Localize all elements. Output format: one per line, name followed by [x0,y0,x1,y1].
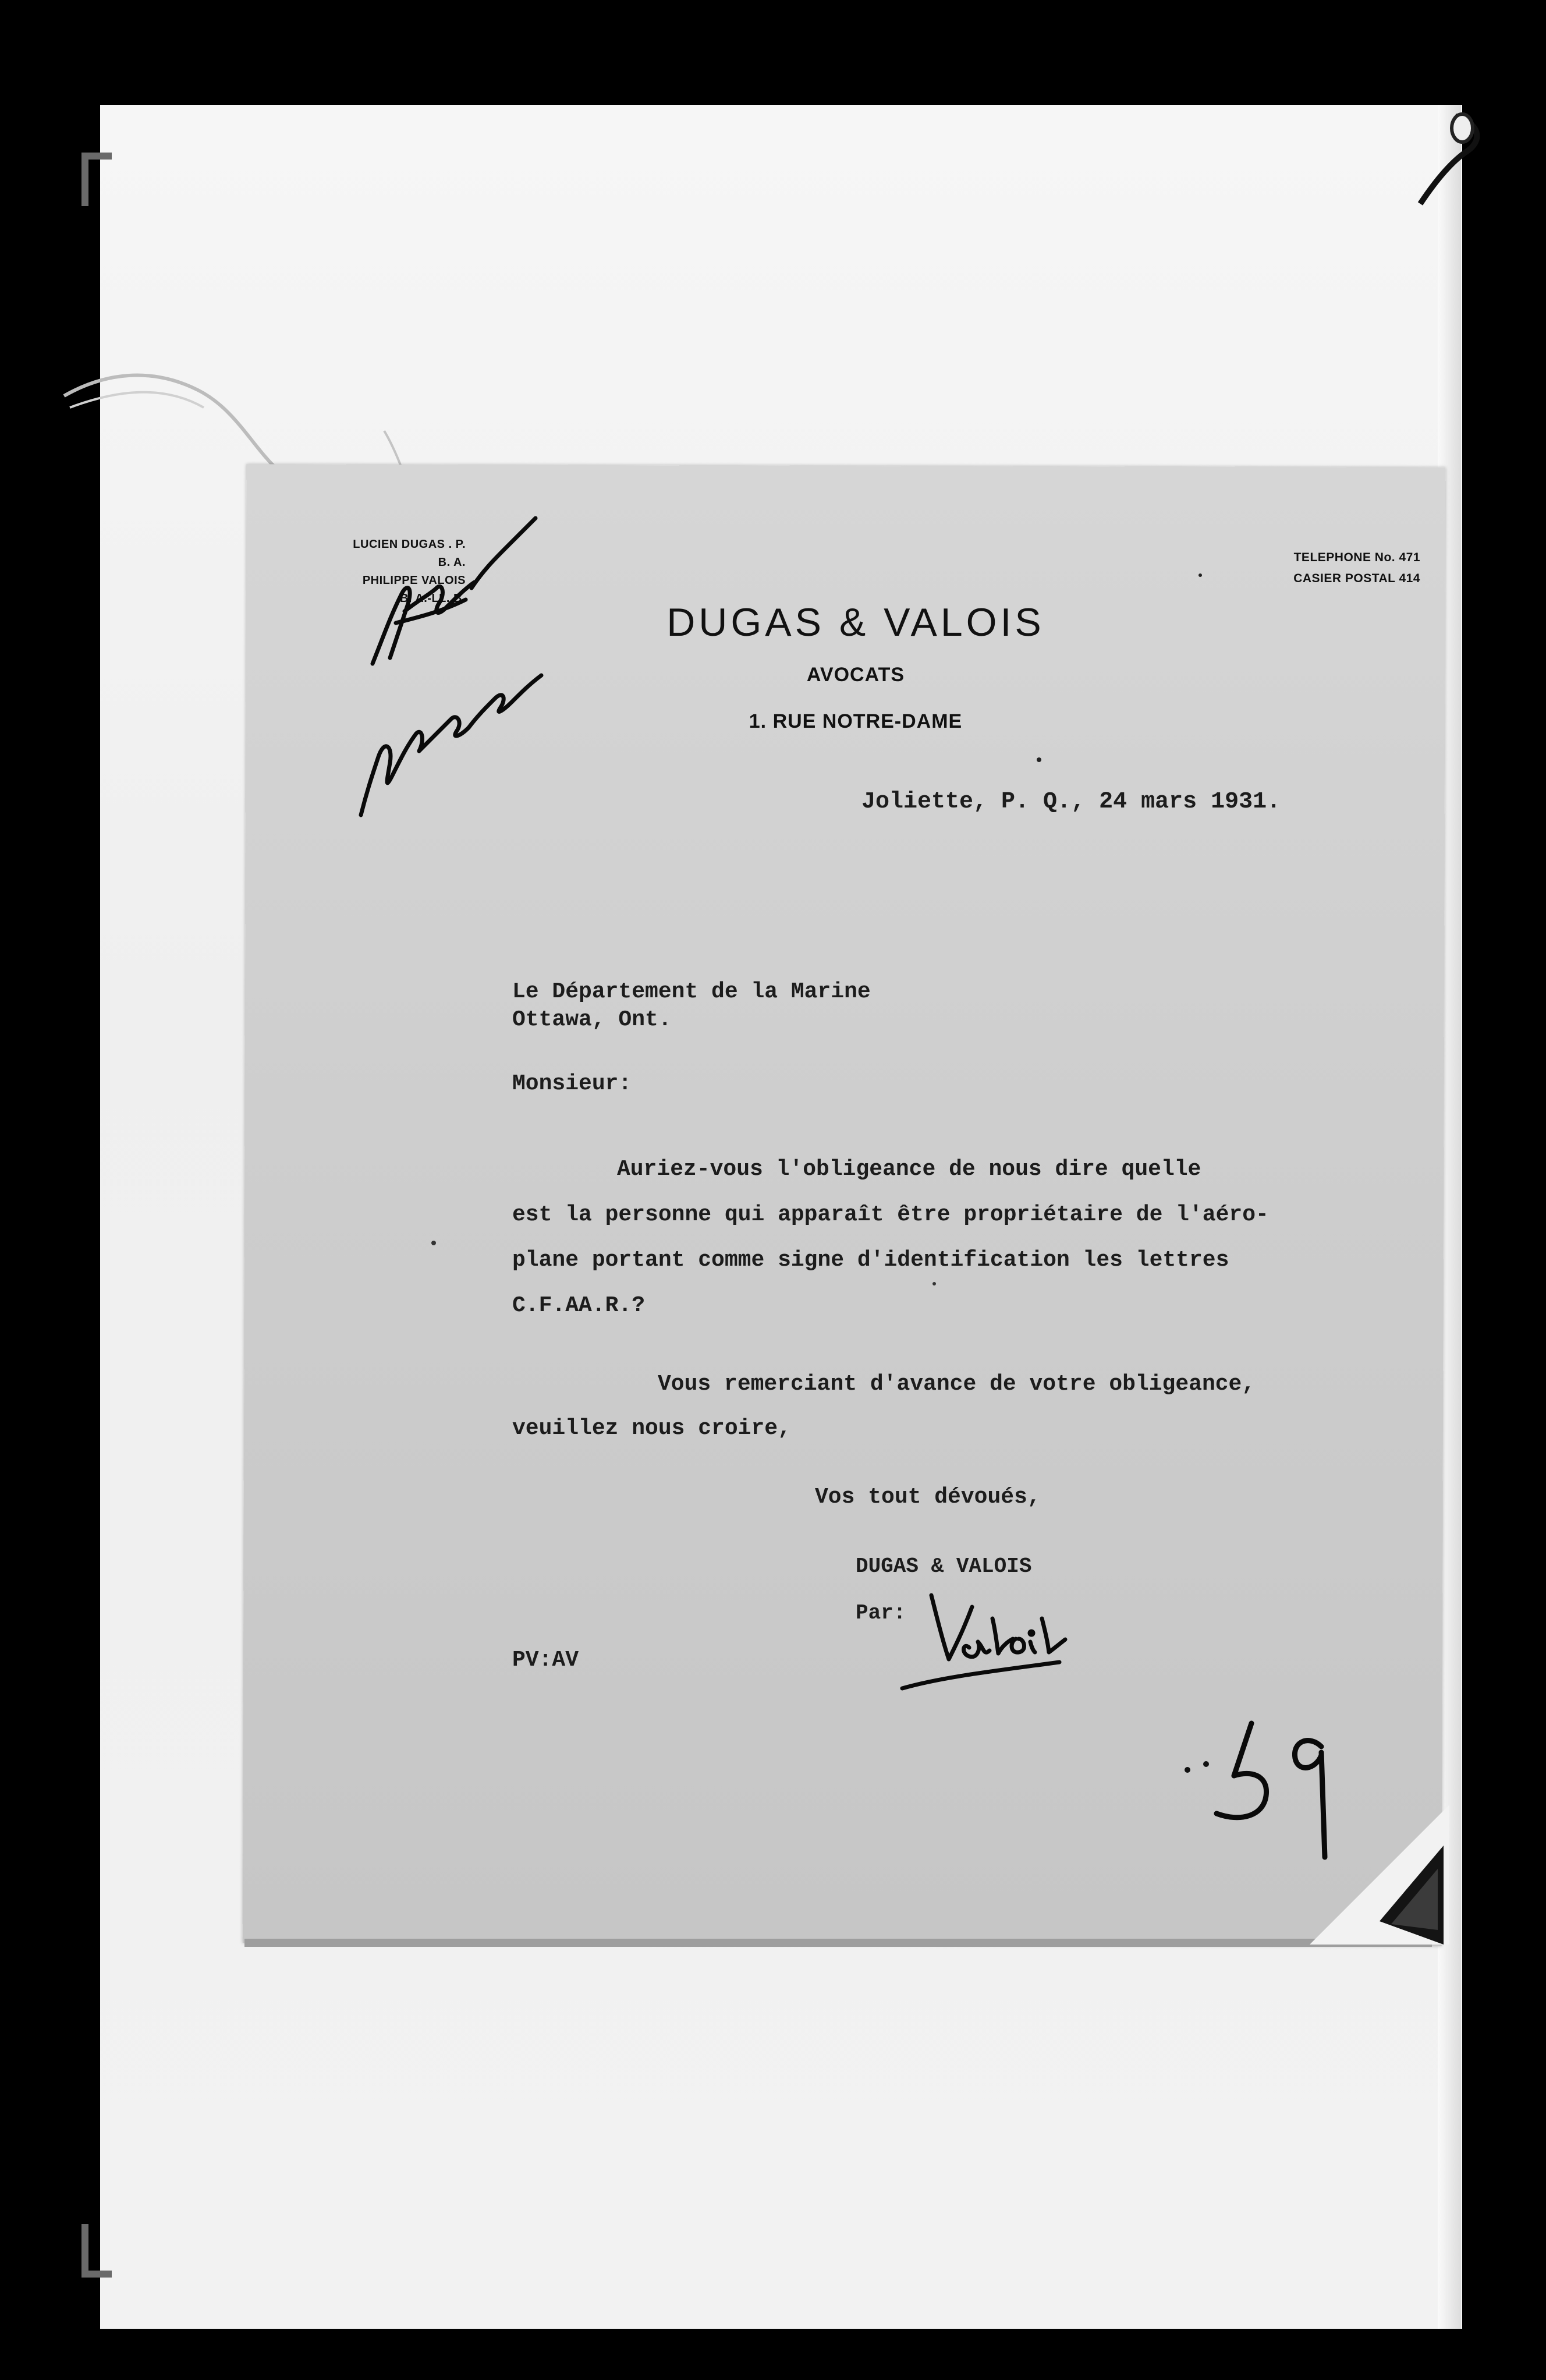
valediction: Vos tout dévoués, [815,1485,1041,1510]
closing-line: veuillez nous croire, [512,1416,791,1441]
firm-profession: AVOCATS [806,664,905,686]
body-line: plane portant comme signe d'identification les lettres [512,1248,1229,1273]
salutation: Monsieur: [512,1071,632,1096]
letter-shadow [244,1939,1432,1947]
folded-corner [1310,1805,1449,1945]
body-line: Auriez-vous l'obligeance de nous dire quelle [617,1157,1201,1182]
partner-line: LUCIEN DUGAS . P. [353,538,466,551]
signer-firm: DUGAS & VALOIS [856,1554,1032,1578]
postal-box: CASIER POSTAL 414 [1293,572,1420,585]
telephone-number: TELEPHONE No. 471 [1293,551,1420,564]
firm-name: DUGAS & VALOIS [666,600,1045,644]
recipient-line: Le Département de la Marine [512,979,871,1004]
partner-line: PHILIPPE VALOIS [362,574,466,587]
crop-mark-bottom-left [81,2224,112,2278]
partner-line: B. A. [438,556,466,569]
closing-line: Vous remerciant d'avance de votre obligeance, [658,1372,1256,1397]
letterhead-partners [291,536,466,608]
typist-initials: PV:AV [512,1648,579,1673]
letter-date: Joliette, P. Q., 24 mars 1931. [861,789,1281,815]
partner-line: B. A.-LL. B. [399,592,466,605]
closing-paragraph [512,1362,1350,1451]
recipient-line: Ottawa, Ont. [512,1007,672,1032]
signer-par-label: Par: [856,1601,906,1625]
firm-address: 1. RUE NOTRE-DAME [749,710,963,732]
body-line: est la personne qui apparaît être propriétaire de l'aéro- [512,1202,1269,1227]
recipient-block [512,978,871,1034]
crop-mark-top-left [81,153,112,206]
body-line: C.F.AA.R.? [512,1293,646,1318]
letterhead-contact [1211,547,1420,589]
body-paragraph [512,1147,1350,1329]
